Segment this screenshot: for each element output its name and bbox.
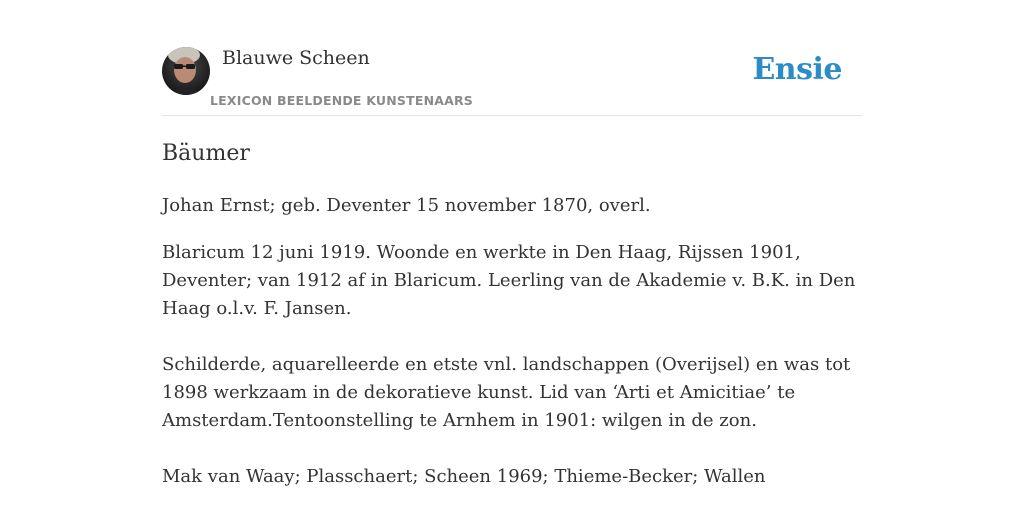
avatar[interactable] — [162, 47, 210, 95]
category-label[interactable]: LEXICON BEELDENDE KUNSTENAARS — [210, 93, 474, 108]
author-photo — [162, 47, 210, 95]
entry-paragraph: Blaricum 12 juni 1919. Woonde en werkte in Den Haag, Rijssen 1901, Deventer; van 1912 af in Blaricum. Leerling van de Akademie v. B.K. in Den Haag o.l.v. F. Jansen. — [162, 242, 856, 319]
brand-logo[interactable]: Ensie — [752, 52, 842, 87]
entry-intro: Johan Ernst; geb. Deventer 15 november 1870, overl. — [162, 195, 651, 216]
entry-title: Bäumer — [162, 141, 250, 166]
author-name[interactable]: Blauwe Scheen — [222, 47, 370, 69]
entry-paragraph: Schilderde, aquarelleerde en etste vnl. landschappen (Overijsel) en was tot 1898 werkzaam in de dekoratieve kunst. Lid van ‘Arti et Amicitiae’ te Amsterdam.Tentoonstelling te Arnhem in 1901: wilgen in de zon. — [162, 354, 851, 431]
entry-sources: Mak van Waay; Plasschaert; Scheen 1969; Thieme-Becker; Wallen — [162, 466, 766, 487]
header — [162, 0, 862, 116]
article — [162, 138, 862, 491]
